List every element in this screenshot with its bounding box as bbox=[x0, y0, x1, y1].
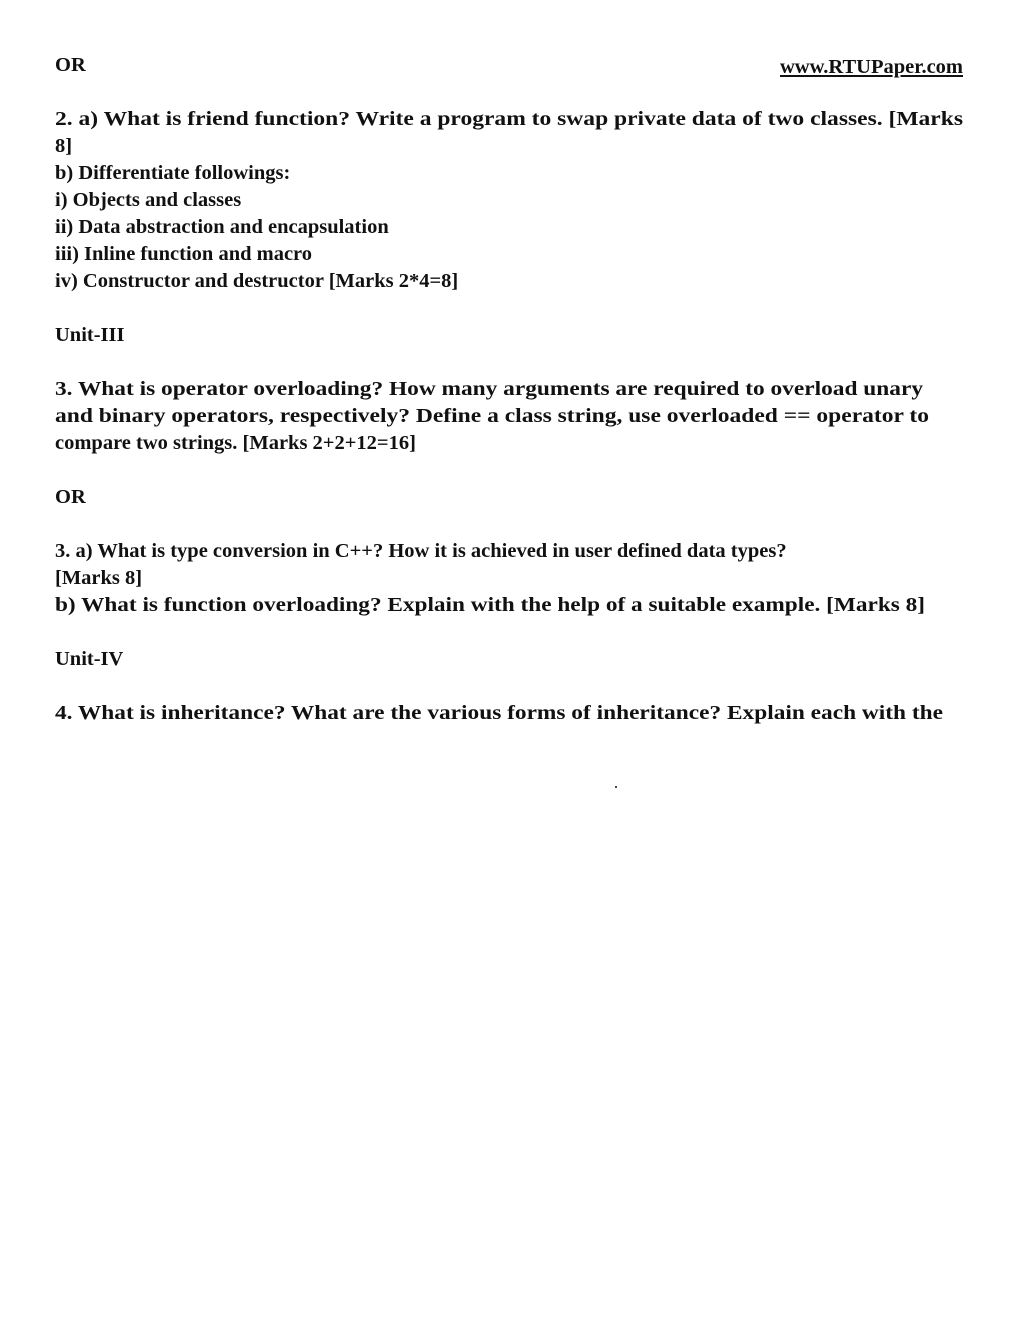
question-2a-line-2: 8] bbox=[55, 135, 73, 157]
question-3b: b) What is function overloading? Explain with the help of a suitable example. [Marks 8] bbox=[55, 594, 925, 616]
question-2b-ii: ii) Data abstraction and encapsulation bbox=[55, 216, 389, 238]
site-link[interactable]: www.RTUPaper.com bbox=[779, 56, 963, 78]
question-3a-line-1: 3. a) What is type conversion in C++? How it is achieved in user defined data types? bbox=[55, 540, 787, 562]
question-2a-line-1: 2. a) What is friend function? Write a program to swap private data of two classes. [Marks bbox=[55, 108, 963, 130]
unit-iv-heading: Unit-IV bbox=[55, 648, 124, 670]
question-3a-line-2: [Marks 8] bbox=[55, 567, 143, 589]
question-2b-iv: iv) Constructor and destructor [Marks 2*4=8] bbox=[55, 270, 459, 292]
or-heading-2: OR bbox=[55, 486, 86, 508]
question-4-line-1: 4. What is inheritance? What are the various forms of inheritance? Explain each with the bbox=[55, 702, 943, 724]
question-3-line-3: compare two strings. [Marks 2+2+12=16] bbox=[55, 432, 416, 454]
question-2b-i: i) Objects and classes bbox=[55, 189, 242, 211]
question-3-line-1: 3. What is operator overloading? How many arguments are required to overload unary bbox=[55, 378, 923, 400]
stray-dot bbox=[615, 786, 617, 788]
question-2b: b) Differentiate followings: bbox=[55, 162, 291, 184]
question-2b-iii: iii) Inline function and macro bbox=[55, 243, 313, 265]
question-3-line-2: and binary operators, respectively? Define a class string, use overloaded == operator to bbox=[55, 405, 929, 427]
or-heading: OR bbox=[55, 54, 86, 76]
unit-iii-heading: Unit-III bbox=[55, 324, 125, 346]
